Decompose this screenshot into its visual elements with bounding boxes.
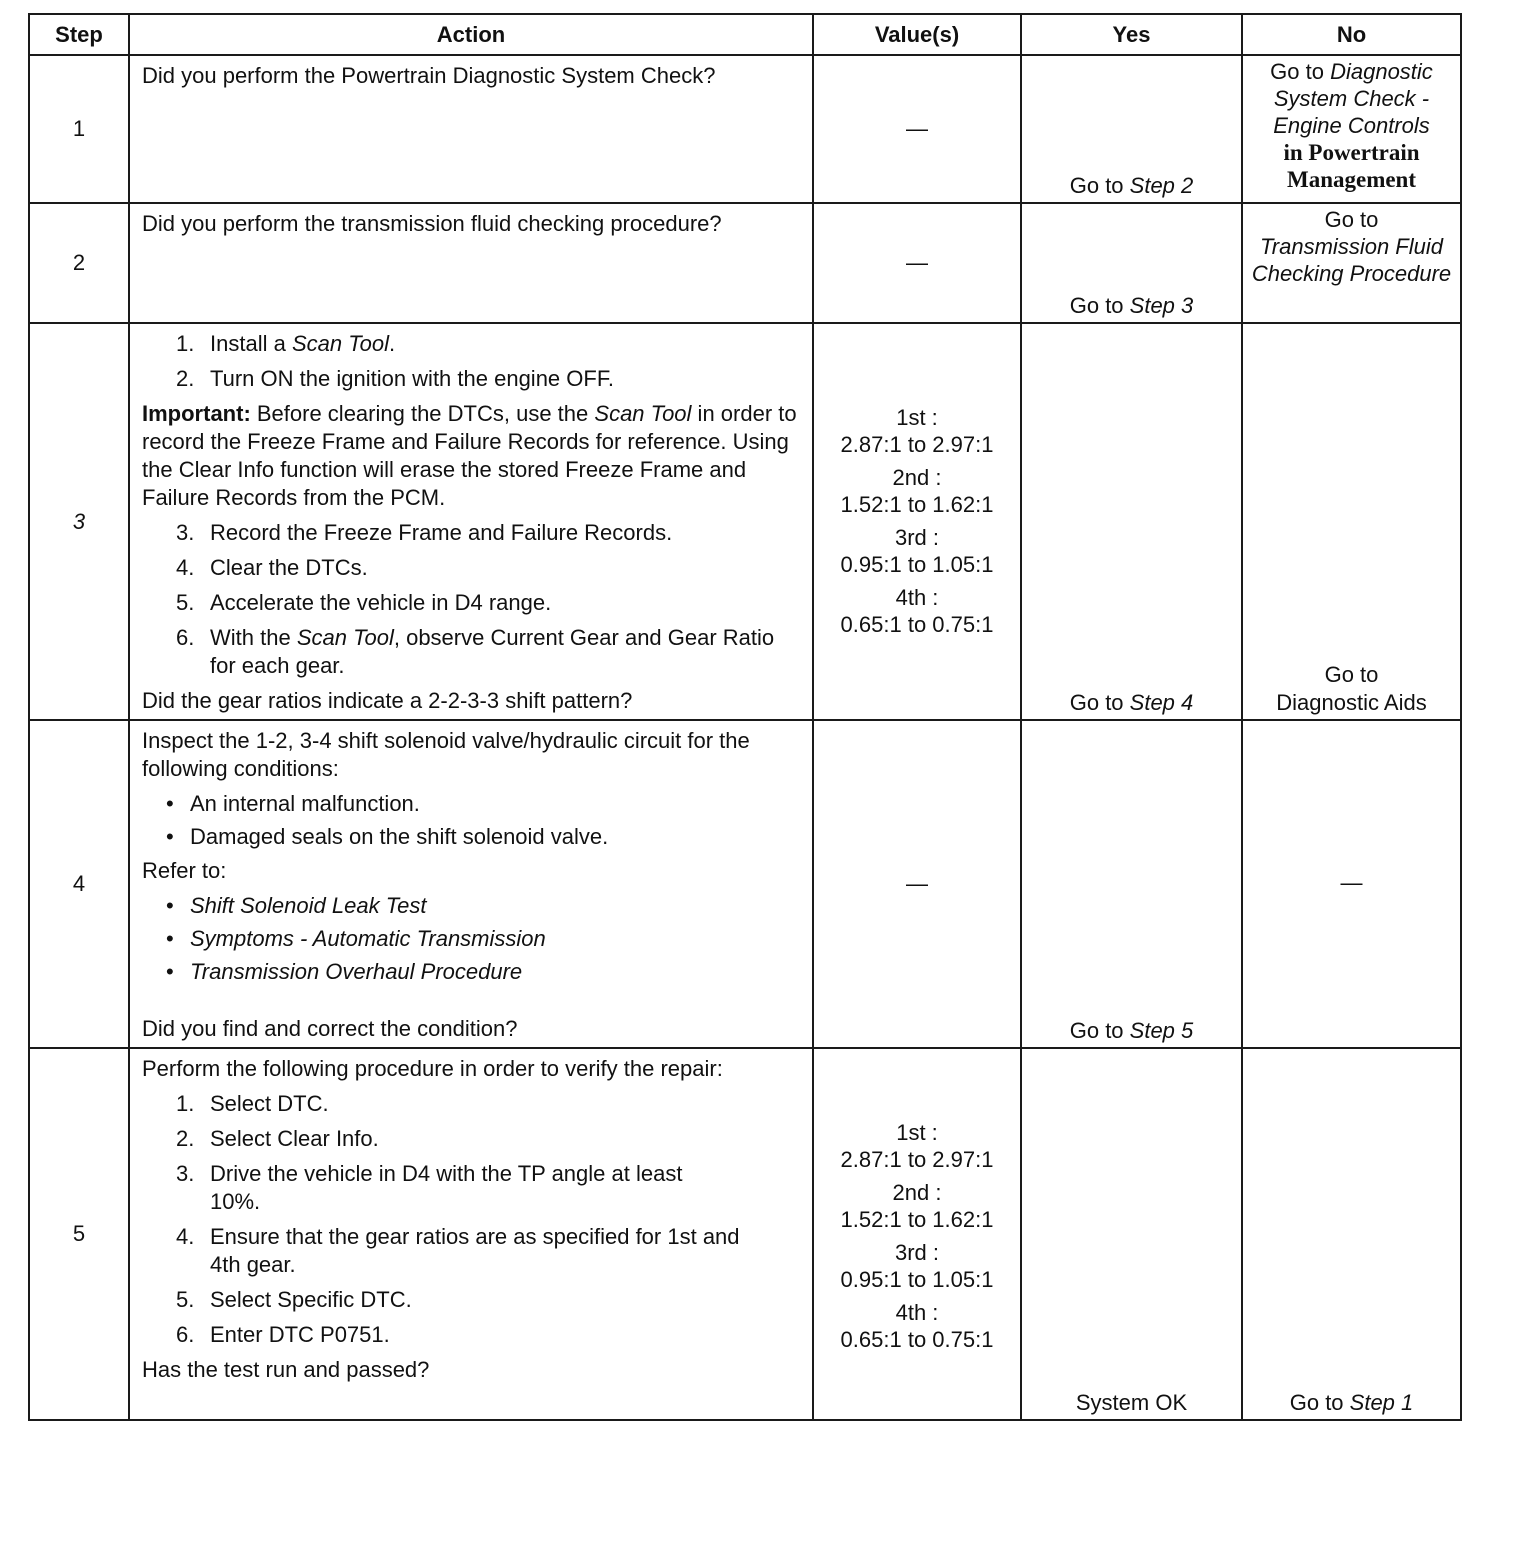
gear-ratio: 2nd : 1.52:1 to 1.62:1 [840, 1180, 994, 1232]
step-number: 1 [29, 55, 129, 203]
yes-prefix: Go to [1069, 293, 1130, 318]
refer-label: Refer to: [142, 858, 227, 883]
important-note: Important: Before clearing the DTCs, use the Scan Tool in order to record the Freeze Frame and Failure Records for reference. Using the Clear Info function will erase the stored Freeze Frame and Failure Records from the PCM. [142, 401, 797, 510]
action-intro: Inspect the 1-2, 3-4 shift solenoid valve/hydraulic circuit for the following conditions: [142, 728, 750, 781]
no-cell [1242, 323, 1461, 720]
action-cell [129, 323, 813, 720]
step-number: 3 [29, 323, 129, 720]
table-row-step-5 [29, 1048, 1461, 1420]
list-item: 1. Select DTC. [176, 1091, 329, 1116]
yes-cell [1021, 323, 1242, 720]
no-prefix: Go to [1324, 207, 1379, 232]
list-item: 5. Select Specific DTC. [176, 1287, 412, 1312]
header-step: Step [29, 14, 129, 55]
header-action: Action [129, 14, 813, 55]
list-item: 2. Turn ON the ignition with the engine OFF. [176, 366, 614, 391]
header-no: No [1242, 14, 1461, 55]
value-cell [813, 55, 1021, 203]
reference-link[interactable]: • Transmission Overhaul Procedure [166, 959, 523, 984]
list-item: 2. Select Clear Info. [176, 1126, 379, 1151]
value-cell [813, 720, 1021, 1048]
no-prefix: Go to [1270, 59, 1331, 84]
list-item: 3. Record the Freeze Frame and Failure Records. [176, 520, 673, 545]
step-number: 4 [29, 720, 129, 1048]
list-item: 6. With the Scan Tool, observe Current Gear and Gear Ratio for each gear. [176, 625, 775, 678]
no-cell [1242, 203, 1461, 323]
gear-ratio: 3rd : 0.95:1 to 1.05:1 [840, 1240, 994, 1292]
table-row-step-1 [29, 55, 1461, 203]
yes-cell [1021, 720, 1242, 1048]
yes-link[interactable]: Step 2 [1129, 173, 1194, 198]
value-dash: — [906, 871, 928, 896]
value-dash: — [906, 116, 928, 141]
no-line1: Go to [1324, 662, 1379, 687]
table-row-step-2 [29, 203, 1461, 323]
yes-cell [1021, 1048, 1242, 1420]
gear-ratio: 3rd : 0.95:1 to 1.05:1 [840, 525, 994, 577]
action-cell [129, 55, 813, 203]
action-question: Did you perform the Powertrain Diagnostic System Check? [142, 63, 716, 88]
no-dash: — [1340, 870, 1363, 895]
value-cell [813, 203, 1021, 323]
list-item: 3. Drive the vehicle in D4 with the TP angle at least 10%. [176, 1161, 683, 1214]
step-number: 5 [29, 1048, 129, 1420]
yes-cell [1021, 55, 1242, 203]
table-row-step-3 [29, 323, 1461, 720]
action-question: Did you perform the transmission fluid checking procedure? [142, 211, 722, 236]
reference-link[interactable]: • Symptoms - Automatic Transmission [166, 926, 546, 951]
no-cell [1242, 720, 1461, 1048]
no-link[interactable]: Transmission Fluid Checking Procedure [1251, 234, 1452, 286]
action-question: Did you find and correct the condition? [142, 1016, 518, 1041]
no-suffix: in Powertrain Management [1283, 140, 1420, 192]
yes-link[interactable]: Step 4 [1129, 690, 1194, 715]
diagnostic-table [28, 13, 1462, 1421]
action-cell [129, 1048, 813, 1420]
header-row [29, 14, 1461, 55]
gear-ratio: 4th : 0.65:1 to 0.75:1 [840, 585, 994, 637]
header-yes: Yes [1021, 14, 1242, 55]
gear-ratio: 4th : 0.65:1 to 0.75:1 [840, 1300, 994, 1352]
yes-prefix: Go to [1069, 173, 1130, 198]
value-cell [813, 1048, 1021, 1420]
reference-link[interactable]: • Shift Solenoid Leak Test [166, 893, 427, 918]
yes-text: System OK [1075, 1390, 1188, 1415]
gear-ratio: 1st : 2.87:1 to 2.97:1 [840, 405, 994, 457]
action-cell [129, 203, 813, 323]
yes-prefix: Go to [1069, 1018, 1130, 1043]
action-cell [129, 720, 813, 1048]
value-dash: — [906, 250, 928, 275]
list-item: • Damaged seals on the shift solenoid valve. [166, 824, 609, 849]
yes-link[interactable]: Step 3 [1129, 293, 1194, 318]
no-prefix: Go to [1289, 1390, 1350, 1415]
action-question: Has the test run and passed? [142, 1357, 430, 1382]
no-link[interactable]: Diagnostic System Check - Engine Controls [1273, 59, 1433, 138]
list-item: • An internal malfunction. [166, 791, 420, 816]
no-link[interactable]: Diagnostic Aids [1276, 690, 1427, 715]
yes-link[interactable]: Step 5 [1129, 1018, 1194, 1043]
header-value: Value(s) [813, 14, 1021, 55]
value-cell [813, 323, 1021, 720]
no-cell [1242, 55, 1461, 203]
table-row-step-4 [29, 720, 1461, 1048]
list-item: 4. Clear the DTCs. [176, 555, 368, 580]
list-item: 6. Enter DTC P0751. [176, 1322, 390, 1347]
action-intro: Perform the following procedure in order to verify the repair: [142, 1056, 723, 1081]
gear-ratio: 1st : 2.87:1 to 2.97:1 [840, 1120, 994, 1172]
list-item: 4. Ensure that the gear ratios are as specified for 1st and 4th gear. [176, 1224, 740, 1277]
no-cell [1242, 1048, 1461, 1420]
list-item: 1. Install a Scan Tool. [176, 331, 396, 356]
no-link[interactable]: Step 1 [1349, 1390, 1414, 1415]
action-question: Did the gear ratios indicate a 2-2-3-3 shift pattern? [142, 688, 633, 713]
gear-ratio: 2nd : 1.52:1 to 1.62:1 [840, 465, 994, 517]
yes-prefix: Go to [1069, 690, 1130, 715]
list-item: 5. Accelerate the vehicle in D4 range. [176, 590, 552, 615]
step-number: 2 [29, 203, 129, 323]
yes-cell [1021, 203, 1242, 323]
